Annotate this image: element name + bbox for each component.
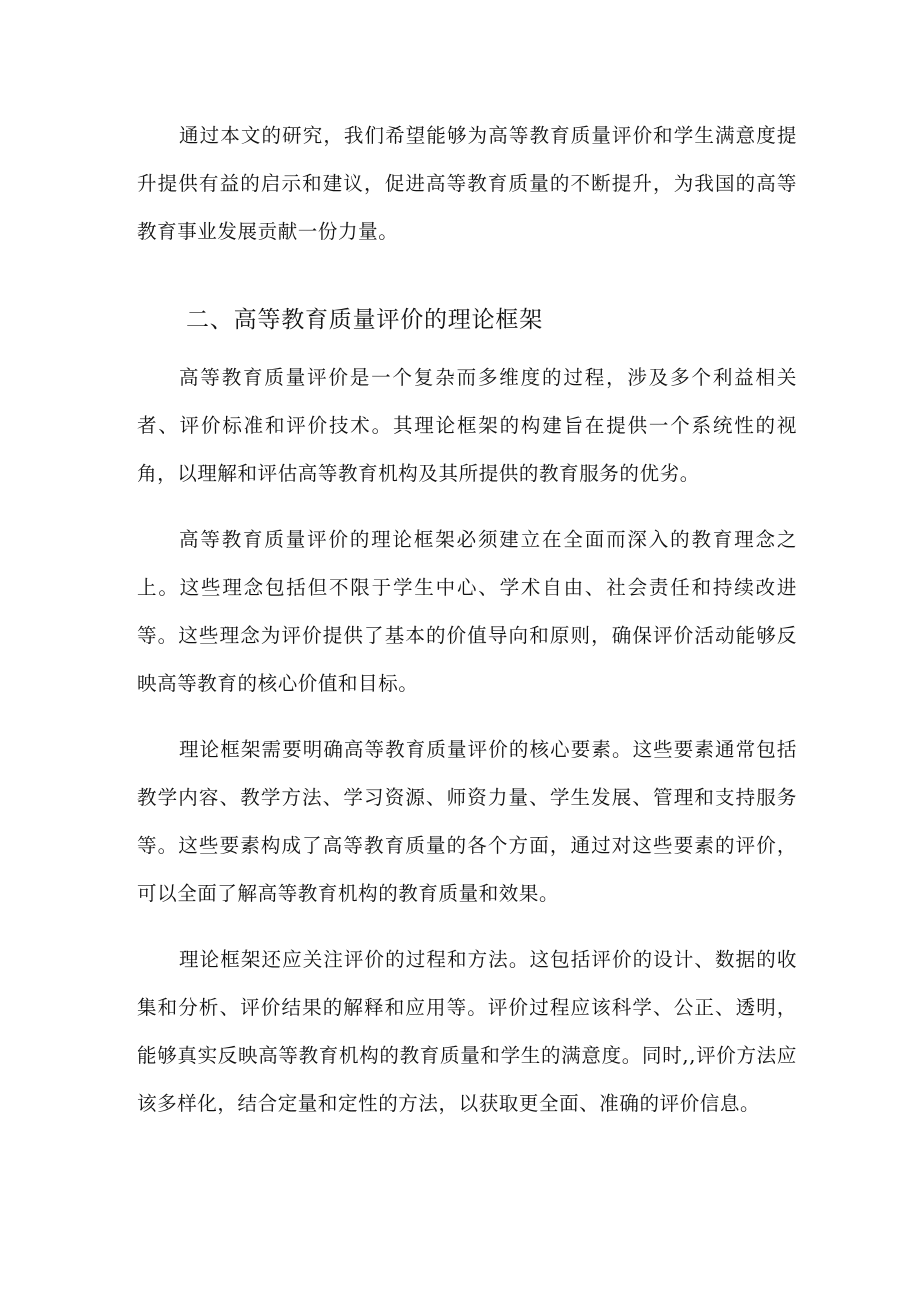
section-paragraph-2: 高等教育质量评价的理论框架必须建立在全面而深入的教育理念之上。这些理念包括但不限于学生中心、学术自由、社会责任和持续改进等。这些理念为评价提供了基本的价值导向和原则，确保评价活动能够反映高等教育的核心价值和目标。 — [137, 528, 797, 695]
section-paragraph-3: 理论框架需要明确高等教育质量评价的核心要素。这些要素通常包括教学内容、教学方法、学习资源、师资力量、学生发展、管理和支持服务等。这些要素构成了高等教育质量的各个方面，通过对这些要素的评价，可以全面了解高等教育机构的教育质量和效果。 — [137, 738, 797, 905]
section-paragraph-1: 高等教育质量评价是一个复杂而多维度的过程，涉及多个利益相关者、评价标准和评价技术。其理论框架的构建旨在提供一个系统性的视角，以理解和评估高等教育机构及其所提供的教育服务的优劣。 — [137, 366, 797, 485]
section-paragraph-4: 理论框架还应关注评价的过程和方法。这包括评价的设计、数据的收集和分析、评价结果的解释和应用等。评价过程应该科学、公正、透明，能够真实反映高等教育机构的教育质量和学生的满意度。同时,,评价方法应该多样化，结合定量和定性的方法，以获取更全面、准确的评价信息。 — [137, 948, 797, 1115]
intro-paragraph: 通过本文的研究，我们希望能够为高等教育质量评价和学生满意度提升提供有益的启示和建议，促进高等教育质量的不断提升，为我国的高等教育事业发展贡献一份力量。 — [137, 124, 797, 243]
section-heading: 二、高等教育质量评价的理论框架 — [186, 307, 543, 333]
document-body — [137, 112, 797, 1128]
